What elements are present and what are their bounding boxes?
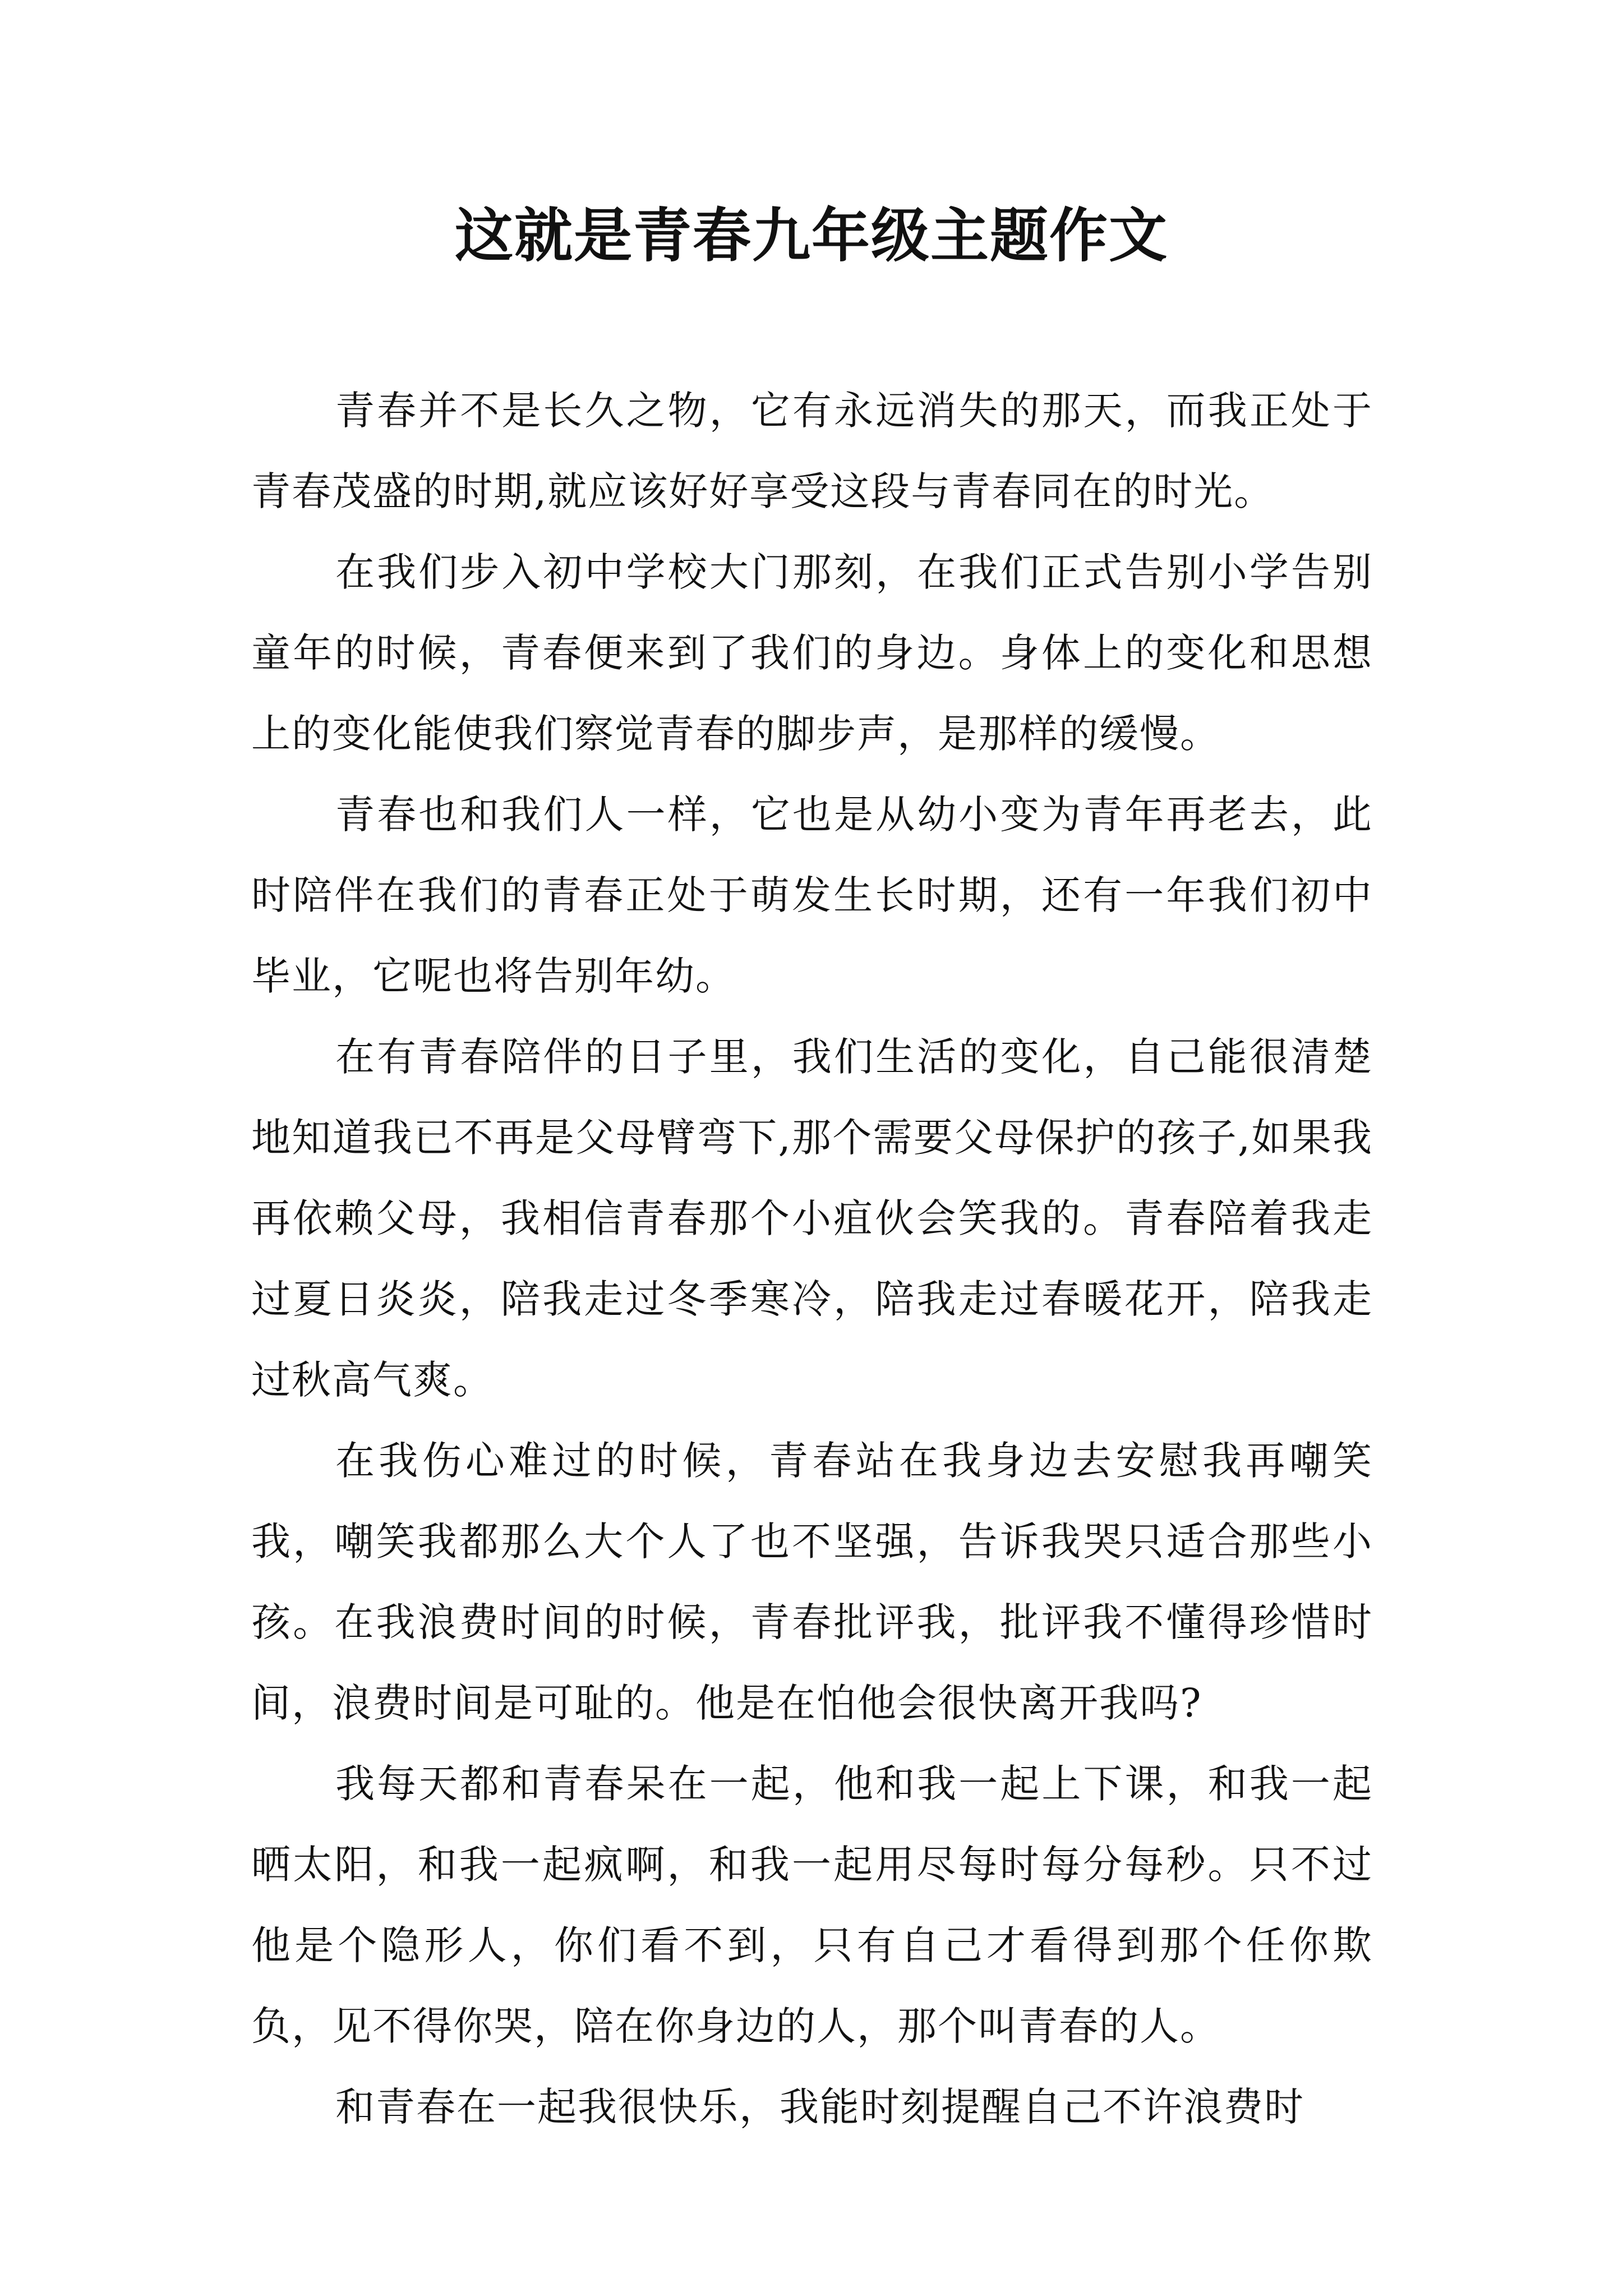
paragraph-3: 青春也和我们人一样，它也是从幼小变为青年再老去，此时陪伴在我们的青春正处于萌发生长时期，还有一年我们初中毕业，它呢也将告别年幼。 (251, 792, 1373, 999)
paragraph-7: 和青春在一起我很快乐，我能时刻提醒自己不许浪费时 (335, 2084, 1304, 2130)
paragraph-5: 在我伤心难过的时候，青春站在我身边去安慰我再嘲笑我，嘲笑我都那么大个人了也不坚强，告诉我哭只适合那些小孩。在我浪费时间的时候，青春批评我，批评我不懂得珍惜时间，浪费时间是可耻的。他是在怕他会很快离开我吗? (251, 1438, 1373, 1726)
paragraph-1: 青春并不是长久之物，它有永远消失的那天，而我正处于青春茂盛的时期,就应该好好享受这段与青春同在的时光。 (251, 388, 1373, 514)
paragraph-4: 在有青春陪伴的日子里，我们生活的变化，自己能很清楚地知道我已不再是父母臂弯下,那个需要父母保护的孩子,如果我再依赖父母，我相信青春那个小疽伙会笑我的。青春陪着我走过夏日炎炎，陪我走过冬季寒冷，陪我走过春暖花开，陪我走过秋高气爽。 (251, 1034, 1373, 1403)
essay-body (251, 370, 1373, 2147)
paragraph-2: 在我们步入初中学校大门那刻，在我们正式告别小学告别童年的时候，青春便来到了我们的身边。身体上的变化和思想上的变化能使我们察觉青春的脚步声，是那样的缓慢。 (251, 549, 1373, 757)
paragraph-6: 我每天都和青春呆在一起，他和我一起上下课，和我一起晒太阳，和我一起疯啊，和我一起用尽每时每分每秒。只不过他是个隐形人，你们看不到，只有自己才看得到那个任你欺负，见不得你哭，陪在你身边的人，那个叫青春的人。 (251, 1761, 1373, 2049)
document-title: 这就是青春九年级主题作文 (454, 201, 1168, 270)
